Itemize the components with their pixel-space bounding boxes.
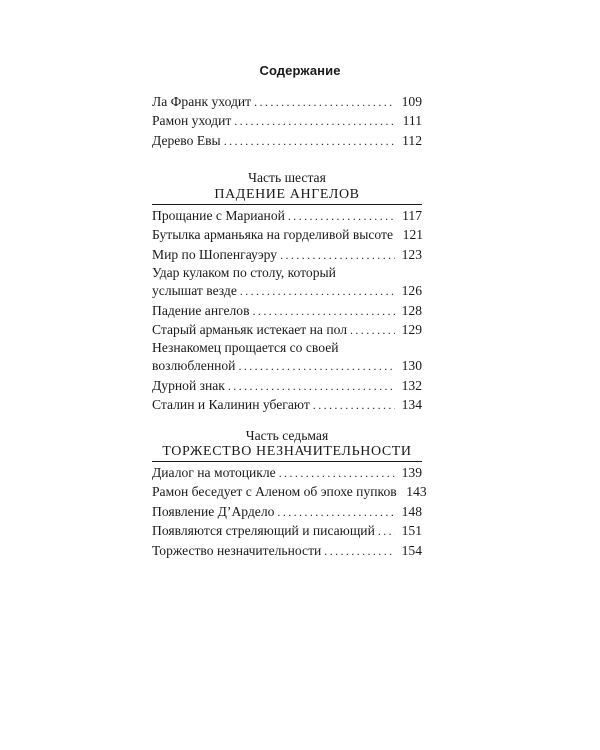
dot-leader [324, 542, 395, 561]
dot-leader [254, 93, 395, 112]
toc-entry-title: Прощание с Марианой [152, 208, 285, 223]
toc-entry-line1 [152, 339, 422, 356]
toc-heading: Содержание [259, 63, 341, 78]
toc-part-7 [152, 463, 427, 560]
toc-entry [152, 301, 422, 320]
toc-entry-title: услышат везде [152, 283, 237, 299]
toc-entry-page: 134 [401, 397, 422, 413]
toc-entry-page: 128 [401, 302, 422, 318]
part-7-name: ТОРЖЕСТВО НЕЗНАЧИТЕЛЬНОСТИ [162, 444, 412, 459]
toc-entry-line1 [152, 264, 422, 281]
toc-entry-page: 112 [402, 132, 422, 148]
toc-entry-title: Сталин и Калинин убегают [152, 397, 310, 413]
toc-entry-page: 111 [402, 113, 422, 129]
toc-entry [152, 320, 422, 339]
toc-entry-title: Торжество незначительности [152, 542, 322, 558]
toc-entry [152, 281, 422, 300]
toc-entry-title: Появление Д’Ардело [152, 503, 275, 519]
part-6-label: Часть шестая [248, 170, 326, 185]
toc-entry-page: 117 [402, 208, 422, 223]
toc-entry-title: Падение ангелов [152, 302, 250, 318]
dot-leader [228, 377, 395, 396]
toc-entry-page: 129 [401, 321, 422, 337]
dot-leader [240, 282, 395, 301]
toc-section-1 [152, 92, 422, 150]
toc-entry [152, 521, 422, 540]
toc-entry-title: Дурной знак [152, 377, 225, 393]
toc-entry-page: 132 [401, 377, 422, 393]
part-6-rule [152, 204, 422, 205]
toc-entry-title: Старый арманьяк истекает на пол [152, 321, 347, 337]
toc-entry-page: 109 [401, 94, 422, 109]
toc-entry-title: возлюбленной [152, 358, 236, 374]
toc-entry [152, 376, 422, 395]
toc-entry-page: 126 [401, 283, 422, 299]
dot-leader [234, 112, 395, 131]
toc-entry [152, 111, 422, 130]
toc-entry-title: Дерево Евы [152, 132, 221, 148]
toc-entry-title: Ла Франк уходит [152, 94, 252, 109]
toc-entry-title: Бутылка арманьяка на горделивой высоте [152, 227, 394, 243]
toc-entry [152, 463, 422, 482]
toc-entry-title: Диалог на мотоцикле [152, 465, 276, 480]
part-7-label: Часть седьмая [245, 428, 329, 443]
dot-leader [224, 132, 395, 151]
toc-entry-title: Рамон уходит [152, 113, 232, 129]
toc-entry [152, 245, 422, 264]
dot-leader [350, 321, 395, 340]
toc-entry [152, 541, 422, 560]
part-7-rule [152, 461, 422, 462]
toc-entry-title-line1: Удар кулаком по столу, который [152, 265, 336, 281]
toc-entry-page: 123 [401, 246, 422, 262]
toc-entry [152, 395, 422, 414]
toc-entry [152, 502, 422, 521]
toc-entry-page: 139 [401, 465, 422, 480]
toc-entry-page: 130 [401, 358, 422, 374]
toc-entry-page: 151 [401, 523, 422, 539]
toc-entry [152, 206, 422, 225]
toc-entry-page: 143 [406, 484, 427, 500]
dot-leader [288, 207, 395, 226]
dot-leader [253, 302, 395, 321]
dot-leader [238, 357, 395, 376]
toc-entry-title: Рамон беседует с Аленом об эпохе пупков [152, 484, 397, 500]
toc-entry [152, 131, 422, 150]
toc-entry-page: 121 [402, 227, 424, 243]
dot-leader [313, 396, 395, 415]
toc-entry [152, 225, 422, 244]
toc-entry-page: 154 [401, 542, 422, 558]
dot-leader [378, 522, 395, 541]
part-6-name: ПАДЕНИЕ АНГЕЛОВ [214, 187, 360, 202]
toc-entry-title: Появляются стреляющий и писающий [152, 523, 375, 539]
toc-entry [152, 356, 422, 375]
toc-entry-title-line1: Незнакомец прощается со своей [152, 340, 339, 356]
dot-leader [279, 464, 395, 483]
toc-entry [152, 482, 427, 501]
toc-entry-title: Мир по Шопенгауэру [152, 246, 278, 262]
dot-leader [277, 503, 395, 522]
toc-entry [152, 92, 422, 111]
toc-entry-page: 148 [401, 503, 422, 519]
dot-leader [280, 246, 395, 265]
toc-part-6 [152, 206, 422, 415]
